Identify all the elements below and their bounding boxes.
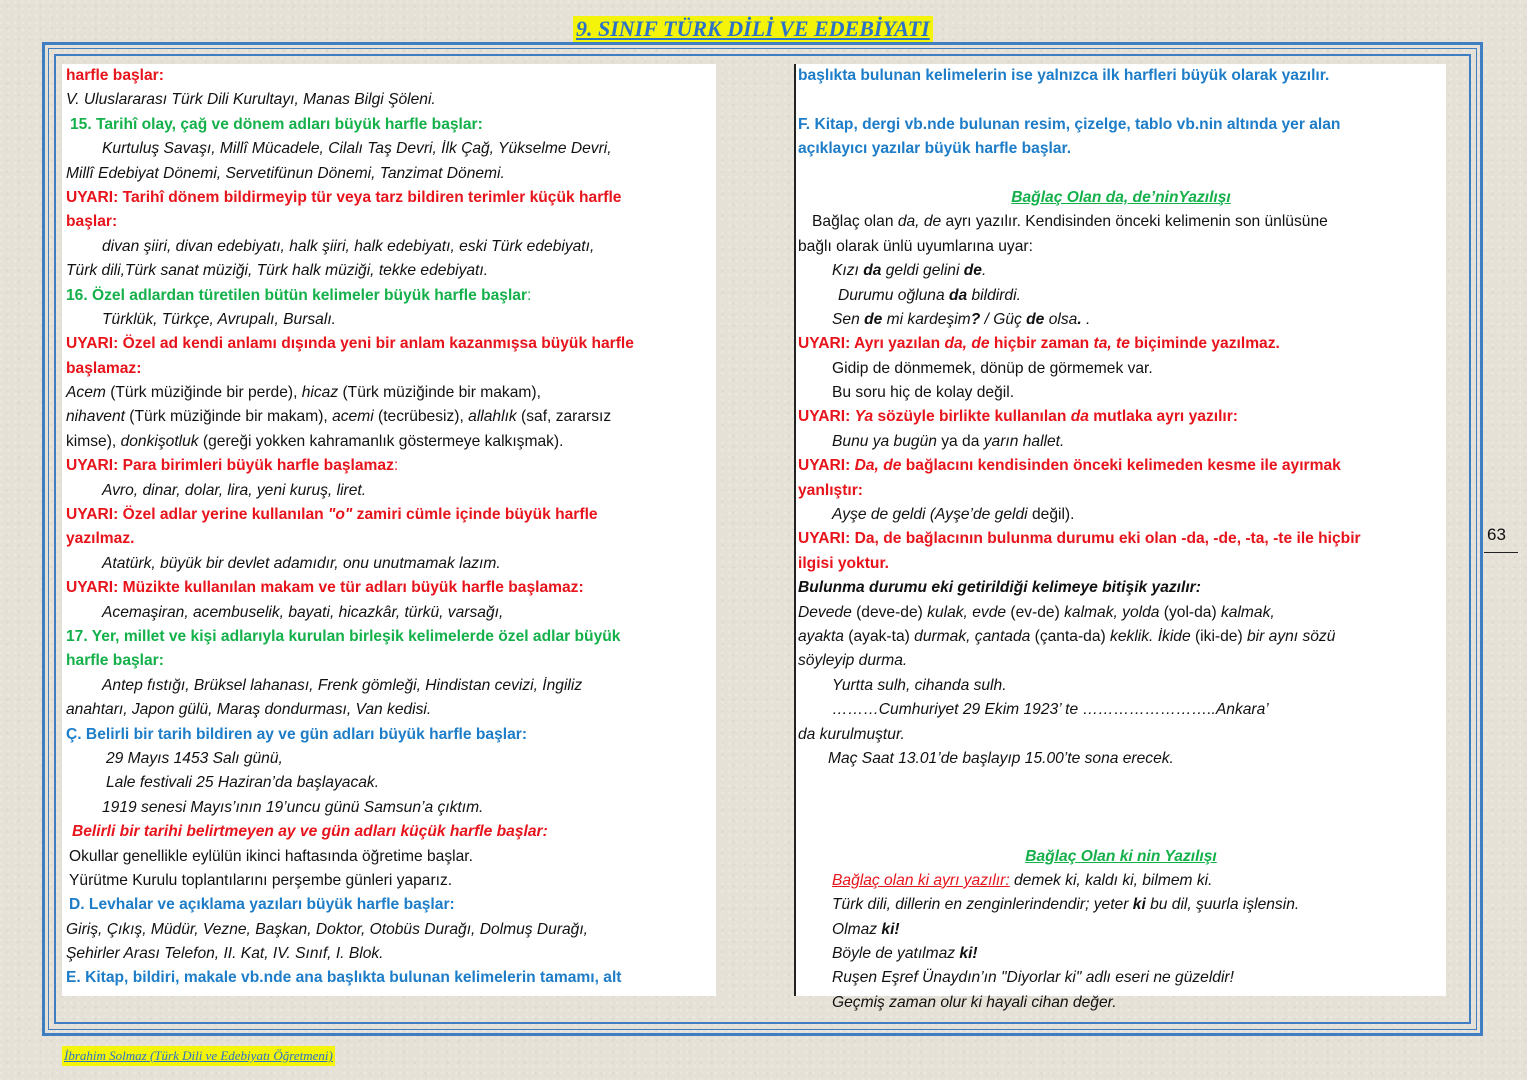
example-line: ayakta (ayak-ta) durmak, çantada (çanta-da) keklik. İkide (iki-de) bir aynı sözü [798,627,1336,645]
example-line: Kurtuluş Savaşı, Millî Mücadele, Cilalı Taş Devri, İlk Çağ, Yükselme Devri, [102,140,612,158]
example-line: Geçmiş zaman olur ki hayali cihan değer. [832,993,1117,1011]
example-line: Avro, dinar, dolar, lira, yeni kuruş, liret. [102,481,367,499]
text-line: bağlı olarak ünlü uyumlarına uyar: [798,237,1033,255]
rule-heading: 17. Yer, millet ve kişi adlarıyla kurulan birleşik kelimelerde özel adlar büyük [66,627,621,645]
example-line: 29 Mayıs 1453 Salı günü, [106,749,283,767]
rule-heading: D. Levhalar ve açıklama yazıları büyük harfle başlar: [69,896,455,914]
warning-line: yanlıştır: [798,481,863,499]
example-line: anahtarı, Japon gülü, Maraş dondurması, Van kedisi. [66,701,432,719]
example-line: da kurulmuştur. [798,725,905,743]
example-line: Devede (deve-de) kulak, evde (ev-de) kalmak, yolda (yol-da) kalmak, [798,603,1275,621]
warning-line: UYARI: Da, de bağlacının bulunma durumu eki olan -da, -de, -ta, -te ile hiçbir [798,530,1361,548]
example-line: Acemaşiran, acembuselik, bayati, hicazkâr, türkü, varsağı, [102,603,504,621]
text-line: harfle başlar: [66,67,164,84]
warning-line: başlamaz: [66,359,142,377]
example-line: Olmaz ki! [832,920,900,938]
example-line: Okullar genellikle eylülün ikinci haftasında öğretime başlar. [69,847,473,865]
example-line: Türk dili, dillerin en zenginlerindendir; yeter ki bu dil, şuurla işlensin. [832,896,1300,914]
example-line: 1919 senesi Mayıs’ının 19’uncu günü Samsun’a çıktım. [102,798,484,816]
rule-heading: 15. Tarihî olay, çağ ve dönem adları büyük harfle başlar: [70,115,483,133]
blank-line [798,88,1444,112]
example-line: Sen de mi kardeşim? / Güç de olsa. . [832,310,1091,328]
section-heading-da-de: Bağlaç Olan da, de’ninYazılışı [1011,188,1231,206]
blank-line [798,820,1444,844]
page-title: 9. SINIF TÜRK DİLİ VE EDEBİYATI [573,16,933,42]
rule-heading: F. Kitap, dergi vb.nde bulunan resim, çizelge, tablo vb.nin altında yer alan [798,115,1341,133]
example-line: Giriş, Çıkış, Müdür, Vezne, Başkan, Doktor, Otobüs Durağı, Dolmuş Durağı, [66,920,589,938]
blank-line [798,771,1444,795]
example-line: Yurtta sulh, cihanda sulh. [832,676,1007,694]
example-line: Kızı da geldi gelini de. [832,262,987,280]
example-line: Türklük, Türkçe, Avrupalı, Bursalı. [102,310,336,328]
example-line: Böyle de yatılmaz ki! [832,945,978,963]
example-line: Yürütme Kurulu toplantılarını perşembe günleri yaparız. [69,871,453,889]
left-column [62,64,716,996]
page-number-underline [1484,552,1518,553]
example-line: Maç Saat 13.01’de başlayıp 15.00’te sona erecek. [828,749,1174,767]
example-line: Acem (Türk müziğinde bir perde), hicaz (Türk müziğinde bir makam), [66,384,541,402]
author-footer: İbrahim Solmaz (Türk Dili ve Edebiyatı Öğretmeni) [62,1046,335,1066]
example-line: Bu soru hiç de kolay değil. [832,384,1015,402]
blank-line [798,796,1444,820]
warning-line: başlar: [66,213,118,231]
right-column [794,64,1446,1011]
warning-line: UYARI: Tarihî dönem bildirmeyip tür veya tarz bildiren terimler küçük harfle [66,188,622,206]
example-line: V. Uluslararası Türk Dili Kurultayı, Manas Bilgi Şöleni. [66,91,436,109]
example-line: divan şiiri, divan edebiyatı, halk şiiri, halk edebiyatı, eski Türk edebiyatı, [102,237,595,255]
warning-line: Belirli bir tarihi belirtmeyen ay ve gün adları küçük harfle başlar: [72,823,548,841]
example-line: ………Cumhuriyet 29 Ekim 1923’ te ……………………..Ankara’ [832,701,1269,719]
example-line: Türk dili,Türk sanat müziği, Türk halk müziği, tekke edebiyatı. [66,262,489,280]
rule-heading: harfle başlar: [66,652,164,670]
rule-heading: Bulunma durumu eki getirildiği kelimeye bitişik yazılır: [798,579,1201,597]
warning-line: ilgisi yoktur. [798,554,889,572]
warning-line: UYARI: Para birimleri büyük harfle başlamaz: [66,457,399,475]
warning-line: UYARI: Müzikte kullanılan makam ve tür adları büyük harfle başlamaz: [66,579,584,597]
warning-line: yazılmaz. [66,530,135,548]
example-line: Atatürk, büyük bir devlet adamıdır, onu unutmamak lazım. [102,554,501,572]
example-line: Ruşen Eşref Ünaydın’ın "Diyorlar ki" adlı eseri ne güzeldir! [832,969,1234,987]
example-line: Ayşe de geldi (Ayşe’de geldi değil). [832,506,1075,524]
section-heading-ki: Bağlaç Olan ki nin Yazılışı [1025,847,1217,865]
warning-line: UYARI: Özel ad kendi anlamı dışında yeni bir anlam kazanmışsa büyük harfle [66,335,634,353]
text-line: Bağlaç olan ki ayrı yazılır: demek ki, kaldı ki, bilmem ki. [832,871,1213,889]
blank-line [798,162,1444,186]
example-line: Antep fıstığı, Brüksel lahanası, Frenk gömleği, Hindistan cevizi, İngiliz [102,676,583,694]
example-line: Gidip de dönmemek, dönüp de görmemek var. [832,359,1153,377]
rule-heading: açıklayıcı yazılar büyük harfle başlar. [798,140,1072,158]
warning-line: UYARI: Özel adlar yerine kullanılan "o" zamiri cümle içinde büyük harfle [66,506,598,524]
example-line: söyleyip durma. [798,652,908,670]
rule-heading: E. Kitap, bildiri, makale vb.nde ana başlıkta bulunan kelimelerin tamamı, alt [66,969,622,987]
rule-heading: başlıkta bulunan kelimelerin ise yalnızca ilk harfleri büyük olarak yazılır. [798,67,1330,84]
example-line: Bunu ya bugün ya da yarın hallet. [832,432,1065,450]
page-number: 63 [1487,525,1506,544]
example-line: Millî Edebiyat Dönemi, Servetifünun Dönemi, Tanzimat Dönemi. [66,164,505,182]
warning-line: UYARI: Da, de bağlacını kendisinden önceki kelimeden kesme ile ayırmak [798,457,1341,475]
example-line: Durumu oğluna da bildirdi. [838,286,1021,304]
example-line: Lale festivali 25 Haziran’da başlayacak. [106,774,380,792]
warning-line: UYARI: Ayrı yazılan da, de hiçbir zaman ta, te biçiminde yazılmaz. [798,335,1280,353]
example-line: nihavent (Türk müziğinde bir makam), acemi (tecrübesiz), allahlık (saf, zararsız [66,408,612,426]
text-line: Bağlaç olan da, de ayrı yazılır. Kendisinden önceki kelimenin son ünlüsüne [812,213,1328,231]
example-line: Şehirler Arası Telefon, II. Kat, IV. Sınıf, I. Blok. [66,945,384,963]
warning-line: UYARI: Ya sözüyle birlikte kullanılan da mutlaka ayrı yazılır: [798,408,1238,426]
rule-heading: Ç. Belirli bir tarih bildiren ay ve gün adları büyük harfle başlar: [66,725,528,743]
rule-heading: 16. Özel adlardan türetilen bütün kelimeler büyük harfle başlar: [66,286,532,304]
example-line: kimse), donkişotluk (gereği yokken kahramanlık göstermeye kalkışmak). [66,432,564,450]
